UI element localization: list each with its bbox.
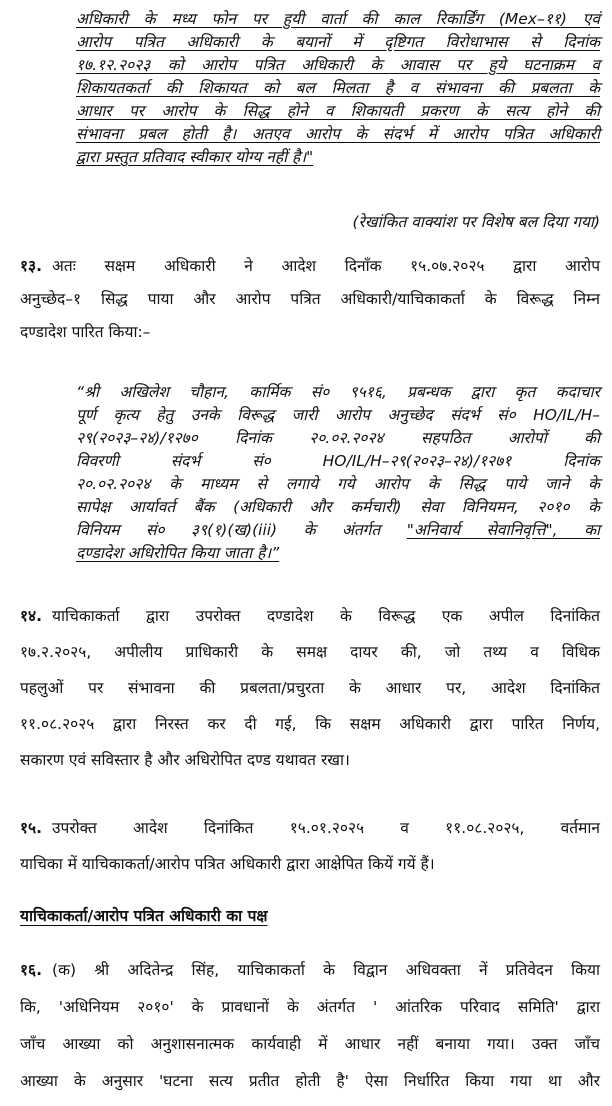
paragraph-line: सकारण एवं सविस्तार है और अधिरोपित दण्ड यथावत रखा। bbox=[20, 751, 350, 769]
quote-line: १७.१२.२०२३ को आरोप पत्रित अधिकारी के आवास पर हुये घटनाक्रम व bbox=[76, 56, 600, 74]
quote-line: विवरणी संदर्भ सं० HO/IL/H–२९(२०२३–२४)/१२७१ दिनांक bbox=[76, 452, 600, 470]
quote-line: आधार पर आरोप के सिद्ध होने व शिकायती प्रकरण के सत्य होने की bbox=[76, 102, 600, 120]
quote-line: सापेक्ष आर्यावर्त बैंक (अधिकारी और कर्मचारी) सेवा विनियमन, २०१० के bbox=[76, 498, 600, 516]
paragraph-line: दण्डादेश पारित किया:– bbox=[20, 323, 151, 341]
paragraph-number: १६. bbox=[20, 961, 43, 979]
paragraph-line: ११.०८.२०२५ द्वारा निरस्त कर दी गई, कि सक्षम अधिकारी द्वारा पारित निर्णय, bbox=[20, 715, 600, 733]
paragraph-line: कि, 'अधिनियम २०१०' के प्रावधानों के अंतर्गत ' आंतरिक परिवाद समिति' द्वारा bbox=[20, 998, 600, 1016]
paragraph-line: अनुच्छेद–१ सिद्ध पाया और आरोप पत्रित अधिकारी/याचिकाकर्ता के विरूद्ध निम्न bbox=[20, 290, 600, 308]
paragraph-line: याचिका में याचिकाकर्ता/आरोप पत्रित अधिकारी द्वारा आक्षेपित कियें गयें हैं। bbox=[20, 855, 435, 873]
paragraph-line: आख्या के अनुसार 'घटना सत्य प्रतीत होती है' ऐसा निर्धारित किया गया था और bbox=[20, 1072, 600, 1090]
emphasis-note: (रेखांकित वाक्यांश पर विशेष बल दिया गया) bbox=[352, 213, 600, 231]
quote-line: द्वारा प्रस्तुत प्रतिवाद स्वीकार योग्य नहीं है।" bbox=[76, 148, 314, 166]
quote-line: पूर्ण कृत्य हेतु उनके विरूद्ध जारी आरोप अनुच्छेद संदर्भ सं० HO/IL/H– bbox=[76, 406, 600, 424]
paragraph-line: पहलुओं पर संभावना की प्रबलता/प्रचुरता के आधार पर, आदेश दिनांकित bbox=[20, 679, 600, 697]
quote-line: २०.०२.२०२४ के माध्यम से लगाये गये आरोप के सिद्ध पाये जाने के bbox=[76, 475, 600, 493]
quote-line: आरोप पत्रित अधिकारी के बयानों में दृष्टिगत विरोधाभास से दिनांक bbox=[76, 33, 600, 51]
underlined-penalty: "अनिवार्य सेवानिवृत्ति", का bbox=[406, 521, 600, 539]
paragraph-line: १४. याचिकाकर्ता द्वारा उपरोक्त दण्डादेश के विरूद्ध एक अपील दिनांकित bbox=[20, 607, 600, 625]
paragraph-line: १६. (क) श्री अदितेन्द्र सिंह, याचिकाकर्ता के विद्वान अधिवक्ता नें प्रतिवेदन किया bbox=[20, 961, 600, 979]
quote-line: दण्डादेश अधिरोपित किया जाता है।” bbox=[76, 544, 280, 562]
quote-line: अधिकारी के मध्य फोन पर हुयी वार्ता की काल रिकार्डिंग (Mex–११) एवं bbox=[76, 10, 600, 28]
quote-line: “श्री अखिलेश चौहान, कार्मिक सं० ९५१६, प्रबन्धक द्वारा कृत कदाचार bbox=[76, 383, 600, 401]
paragraph-number: १३. bbox=[20, 257, 43, 275]
paragraph-line: १३. अतः सक्षम अधिकारी ने आदेश दिनाँक १५.०७.२०२५ द्वारा आरोप bbox=[20, 257, 600, 275]
quote-line: २९(२०२३–२४)/१२७० दिनांक २०.०२.२०२४ सहपठित आरोपों की bbox=[76, 429, 600, 447]
section-heading: याचिकाकर्ता/आरोप पत्रित अधिकारी का पक्ष bbox=[20, 907, 268, 925]
paragraph-line: जाँच आख्या को अनुशासनात्मक कार्यवाही में आधार नहीं बनाया गया। उक्त जाँच bbox=[20, 1035, 600, 1053]
paragraph-line: १७.२.२०२५, अपीलीय प्राधिकारी के समक्ष दायर की, जो तथ्य व विधिक bbox=[20, 643, 600, 661]
paragraph-line: १५. उपरोक्त आदेश दिनांकित १५.०१.२०२५ व ११.०८.२०२५, वर्तमान bbox=[20, 819, 600, 837]
quote-line: विनियम सं० ३९(१)(ख)(iii) के अंतर्गत "अनिवार्य सेवानिवृत्ति", का bbox=[76, 521, 600, 539]
quote-line: संभावना प्रबल होती है। अतएव आरोप के संदर्भ में आरोप पत्रित अधिकारी bbox=[76, 125, 600, 143]
paragraph-number: १५. bbox=[20, 819, 43, 837]
quote-line: शिकायतकर्ता की शिकायत को बल मिलता है व संभावना की प्रबलता के bbox=[76, 79, 600, 97]
paragraph-number: १४. bbox=[20, 607, 43, 625]
